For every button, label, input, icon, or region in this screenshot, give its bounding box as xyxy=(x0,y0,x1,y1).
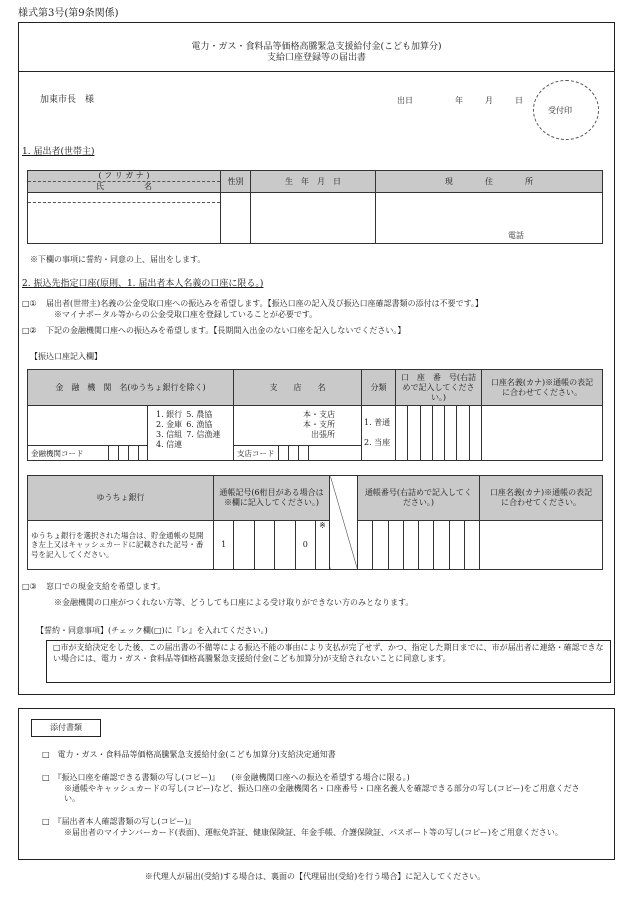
mayor-addressee: 加東市長 様 xyxy=(40,95,95,105)
code-box[interactable] xyxy=(138,446,148,460)
bank-types-right xyxy=(186,410,220,450)
address-header: 現 住 所 xyxy=(376,171,603,193)
gender-input-cell[interactable] xyxy=(221,193,251,244)
proxy-footer-note: ※代理人が届出(受給)する場合は、裏面の【代理届出(受給)を行う場合】に記入してください。 xyxy=(144,872,486,881)
section1-heading: 1. 届出者(世帯主) xyxy=(22,147,95,157)
branch-header: 支 店 名 xyxy=(234,370,362,406)
name-label: 氏 名 xyxy=(28,181,220,192)
month-label: 月 xyxy=(485,96,493,105)
bank-table-title: 【振込口座記入欄】 xyxy=(30,352,102,361)
symbol-digit-1: 1 xyxy=(214,521,234,569)
code-box[interactable] xyxy=(118,446,128,460)
date-label: 出日 xyxy=(397,96,413,105)
attachments-title: 添付書類 xyxy=(31,719,101,737)
digit-box[interactable] xyxy=(275,521,295,569)
agreement-note: ※下欄の事項に誓約・同意の上、届出をします。 xyxy=(30,255,206,264)
account-number-cell[interactable] xyxy=(396,406,482,461)
attachment-item-3[interactable]: □ 『届出者本人確認書類の写し(コピー)』 xyxy=(42,817,196,826)
digit-box[interactable] xyxy=(421,406,433,460)
yucho-table xyxy=(27,475,603,570)
asterisk-mark: ※ xyxy=(319,521,326,530)
main-form-frame xyxy=(18,22,615,695)
type-nokyo: 5. 農協 xyxy=(186,410,213,419)
branch-type-honshisho: 本・支所 xyxy=(303,420,335,429)
title-line-2: 支給口座登録等の届出書 xyxy=(266,53,366,64)
branch-code-label: 支店コード xyxy=(234,446,279,460)
gender-header: 性別 xyxy=(221,171,251,193)
symbol-header: 通帳記号(6桁目がある場合は※欄に記入してください。) xyxy=(214,476,330,521)
digit-box[interactable] xyxy=(389,521,404,569)
digit-box[interactable] xyxy=(373,521,388,569)
code-box[interactable] xyxy=(128,446,138,460)
option1-text: 届出者(世帯主)名義の公金受取口座への振込みを希望します。【振込口座の記入及び振込口座確認書類の添付は不要です。】 xyxy=(46,299,483,308)
digit-box[interactable] xyxy=(434,521,449,569)
pledge-text: □市が支給決定をした後、この届出書の不備等による振込不能の事由により支払が完了せず、かつ、指定した期日までに、市が届出者に連絡・確認できない場合には、電力・ガス・食料品等価格高騰緊急支援給付金(こども加算分)が支給されないことに同意します。 xyxy=(53,643,604,663)
code-box[interactable] xyxy=(108,446,118,460)
year-label: 年 xyxy=(455,96,463,105)
diagonal-separator xyxy=(330,476,358,570)
digit-box[interactable] xyxy=(457,406,469,460)
attachment-item-2-note: ※通帳やキャッシュカードの写し(コピー)など、振込口座の金融機関名・口座番号・口座名義人を確認できる部分の写し(コピー)をご用意ください。 xyxy=(64,784,580,803)
type-shinren: 4. 信連 xyxy=(156,440,183,449)
bank-name-header: 金 融 機 関 名(ゆうちょ銀行を除く) xyxy=(28,370,234,406)
code-box[interactable] xyxy=(279,446,289,460)
option1-checkbox[interactable]: □① xyxy=(22,299,37,308)
digit-box[interactable] xyxy=(445,406,457,460)
digit-box[interactable] xyxy=(396,406,408,460)
option2-text: 下記の金融機関口座への振込みを希望します。【長期間入出金のない口座を記入しないでください。】 xyxy=(46,326,406,335)
digit-box[interactable] xyxy=(433,406,445,460)
digit-box[interactable] xyxy=(419,521,434,569)
option2-checkbox[interactable]: □② xyxy=(22,326,37,335)
digit-box[interactable] xyxy=(404,521,419,569)
code-box[interactable] xyxy=(289,446,299,460)
digit-box[interactable] xyxy=(450,521,465,569)
code-box[interactable] xyxy=(299,446,309,460)
symbol-digit-5: 0 xyxy=(302,540,308,549)
form-number: 様式第3号(第9条関係) xyxy=(18,8,119,19)
type-bank: 1. 銀行 xyxy=(156,410,183,419)
yucho-holder-header: 口座名義(カナ)※通帳の表記に合わせてください。 xyxy=(480,476,603,521)
pledge-box[interactable] xyxy=(46,640,611,683)
name-header-cell xyxy=(28,171,221,193)
type-kinko: 2. 金庫 xyxy=(156,420,183,429)
birth-input-cell[interactable] xyxy=(251,193,376,244)
pledge-title: 【誓約・同意事項】(チェック欄(□)に『レ』を入れてください。) xyxy=(36,626,268,635)
bank-code-row xyxy=(28,445,148,460)
applicant-table xyxy=(27,170,603,244)
number-header: 通帳番号(右詰めで記入してください。) xyxy=(358,476,480,521)
option3-checkbox[interactable]: □③ xyxy=(22,582,37,591)
name-input-cell[interactable] xyxy=(28,193,221,244)
bank-name-cell[interactable] xyxy=(28,406,148,461)
type-gyokyo: 6. 漁協 xyxy=(186,420,213,429)
option1-note: ※マイナポータル等からの公金受取口座を登録していることが必要です。 xyxy=(54,310,318,319)
digit-box[interactable] xyxy=(408,406,420,460)
type-shingyoren: 7. 信漁連 xyxy=(186,430,221,439)
yucho-holder-cell[interactable] xyxy=(480,521,603,570)
branch-code-row xyxy=(234,445,362,460)
sixth-digit-cell[interactable] xyxy=(316,521,330,570)
bank-type-cell[interactable] xyxy=(148,406,234,461)
option3-note: ※金融機関の口座がつくれない方等、どうしても口座による受け取りができない方のみとなります。 xyxy=(54,598,414,607)
type-shinkumi: 3. 信組 xyxy=(156,430,183,439)
holder-header: 口座名義(カナ)※通帳の表記に合わせてください。 xyxy=(482,370,603,406)
phone-label: 電話 xyxy=(508,231,524,240)
attachment-item-3-note: ※届出者のマイナンバーカード(表面)、運転免許証、健康保険証、年金手帳、介護保険証、パスポート等の写し(コピー)をご用意ください。 xyxy=(64,828,563,837)
acct-type-toza: 2. 当座 xyxy=(364,438,391,447)
acct-type-futsu: 1. 普通 xyxy=(364,418,391,427)
digit-box[interactable] xyxy=(470,406,481,460)
attachment-item-2[interactable]: □ 『振込口座を確認できる書類の写し(コピー)』 (※金融機関口座への振込を希望する場合に限る。) xyxy=(42,773,410,782)
digit-box[interactable] xyxy=(234,521,254,569)
birth-header: 生 年 月 日 xyxy=(251,171,376,193)
yucho-header: ゆうちょ銀行 xyxy=(28,476,214,521)
attachment-item-1[interactable]: □ 電力・ガス・食料品等価格高騰緊急支援給付金(こども加算分)支給決定通知書 xyxy=(42,750,336,759)
yucho-instruction: ゆうちょ銀行を選択された場合は、貯金通帳の見開き左上又はキャッシュカードに記載された記号・番号を記入してください。 xyxy=(28,521,214,570)
type-header: 分類 xyxy=(362,370,396,406)
title-line-1: 電力・ガス・食料品等価格高騰緊急支援給付金(こども加算分) xyxy=(191,42,442,52)
bank-code-label: 金融機関コード xyxy=(31,449,84,458)
branch-cell[interactable] xyxy=(234,406,362,461)
kana-label: ( フ リ ガ ナ ) xyxy=(98,171,150,180)
address-input-cell[interactable] xyxy=(376,193,603,244)
digit-box[interactable] xyxy=(255,521,275,569)
symbol-digits[interactable] xyxy=(214,521,316,570)
number-digits[interactable] xyxy=(358,521,480,570)
digit-box[interactable] xyxy=(465,521,479,569)
reception-stamp-label: 受付印 xyxy=(548,106,572,115)
section2-heading: 2. 振込先指定口座(原則、1. 届出者本人名義の口座に限る。) xyxy=(22,279,264,289)
bank-account-table xyxy=(27,369,603,461)
title-block xyxy=(18,22,615,72)
option3-text: 窓口での現金支給を希望します。 xyxy=(46,582,166,591)
digit-box[interactable] xyxy=(358,521,373,569)
branch-type-honshiten: 本・支店 xyxy=(303,410,335,419)
holder-cell[interactable] xyxy=(482,406,603,461)
bank-types-left xyxy=(156,410,182,450)
account-number-header: 口 座 番 号(右詰めで記入してください。) xyxy=(396,370,482,406)
account-type-cell[interactable] xyxy=(362,406,396,461)
day-label: 日 xyxy=(515,96,523,105)
branch-type-shucchosho: 出張所 xyxy=(311,430,335,439)
